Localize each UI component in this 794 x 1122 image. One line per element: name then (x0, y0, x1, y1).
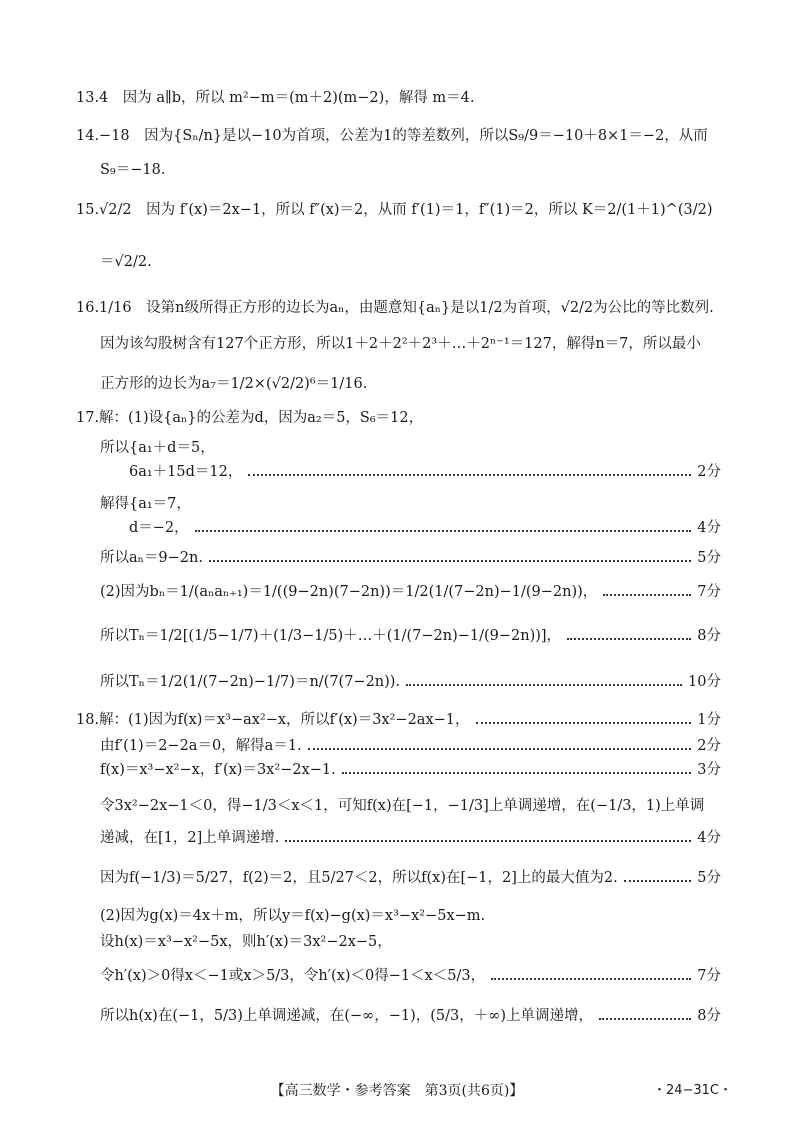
answer-line-text: 13.4 因为 a∥b，所以 m²−m＝(m＋2)(m−2)，解得 m＝4. (76, 90, 475, 106)
leader-dots (624, 880, 692, 882)
answer-line (100, 672, 721, 692)
leader-dots (195, 530, 692, 532)
leader-dots (406, 684, 682, 686)
score-label: 2分 (697, 738, 721, 754)
score-label: 8分 (697, 628, 721, 644)
answer-line (100, 760, 721, 780)
answer-line-text: d＝−2， (100, 520, 189, 536)
answer-line (100, 494, 721, 514)
score-label: 7分 (697, 968, 721, 984)
score-label: 4分 (697, 520, 721, 536)
answer-line (100, 626, 721, 646)
score-label: 5分 (697, 870, 721, 886)
answer-line-text: 因为该勾股树含有127个正方形，所以1＋2＋2²＋2³＋…＋2ⁿ⁻¹＝127，解得n＝7，所以最小 (100, 336, 701, 352)
answer-line-text: 令3x²−2x−1＜0，得−1/3＜x＜1，可知f(x)在[−1，−1/3]上单调递增，在(−1/3，1)上单调 (100, 798, 705, 814)
answer-line-text: 17.解：(1)设{aₙ}的公差为d，因为a₂＝5，S₆＝12， (76, 410, 424, 426)
answer-line-text: 令h′(x)＞0得x＜−1或x＞5/3，令h′(x)＜0得−1＜x＜5/3， (100, 968, 486, 984)
answer-line (100, 548, 721, 568)
answer-line-text: ＝√2/2. (100, 254, 152, 270)
answer-line (100, 906, 721, 926)
answer-line (100, 462, 721, 482)
answer-line (76, 408, 721, 428)
answer-line-text: 14.−18 因为{Sₙ/n}是以−10为首项，公差为1的等差数列，所以S₉/9＝−10＋8×1＝−2，从而 (76, 128, 708, 144)
score-label: 2分 (697, 464, 721, 480)
score-label: 8分 (697, 1008, 721, 1024)
answer-line (76, 710, 721, 730)
leader-dots (308, 748, 692, 750)
answer-line-text: 由f′(1)＝2−2a＝0，解得a＝1. (100, 738, 302, 754)
leader-dots (342, 772, 692, 774)
answer-line-text: 解得{a₁＝7， (100, 496, 191, 512)
answer-line-text: 所以h(x)在(−1，5/3)上单调递减，在(−∞，−1)，(5/3，＋∞)上单调递增， (100, 1008, 593, 1024)
score-label: 3分 (697, 762, 721, 778)
footer-code: ・24−31C・ (652, 1083, 732, 1098)
leader-dots (209, 560, 691, 562)
leader-dots (603, 594, 691, 596)
leader-dots (285, 840, 691, 842)
answer-line-text: 设h(x)＝x³−x²−5x，则h′(x)＝3x²−2x−5， (100, 934, 392, 950)
answer-line-text: (2)因为g(x)＝4x＋m，所以y＝f(x)−g(x)＝x³−x²−5x−m. (100, 908, 486, 924)
answer-line-text: f(x)＝x³−x²−x，f′(x)＝3x²−2x−1. (100, 762, 336, 778)
answer-line (100, 828, 721, 848)
answer-line (100, 932, 721, 952)
leader-dots (567, 638, 691, 640)
answer-line-text: 正方形的边长为a₇＝1/2×(√2/2)⁶＝1/16. (100, 376, 368, 392)
answer-line-text: 所以{a₁＋d＝5， (100, 440, 215, 456)
answer-line-text: 18.解：(1)因为f(x)＝x³−ax²−x，所以f′(x)＝3x²−2ax−1， (76, 712, 470, 728)
answer-line (76, 126, 721, 146)
score-label: 5分 (697, 550, 721, 566)
answer-line (100, 438, 721, 458)
answer-line (100, 796, 721, 816)
answer-line-text: 所以Tₙ＝1/2[(1/5−1/7)＋(1/3−1/5)＋…＋(1/(7−2n)−1/(9−2n))]， (100, 628, 562, 644)
leader-dots (599, 1018, 691, 1020)
score-label: 1分 (697, 712, 721, 728)
answer-line-text: (2)因为bₙ＝1/(aₙaₙ₊₁)＝1/((9−2n)(7−2n))＝1/2(1/(7−2n)−1/(9−2n))， (100, 584, 598, 600)
leader-dots (248, 474, 691, 476)
answer-line-text: 15.√2/2 因为 f′(x)＝2x−1，所以 f″(x)＝2，从而 f′(1)＝1，f″(1)＝2，所以 K＝2/(1＋1)^(3/2) (76, 202, 713, 218)
answer-line-text: 因为f(−1/3)＝5/27，f(2)＝2，且5/27＜2，所以f(x)在[−1，2]上的最大值为2. (100, 870, 618, 886)
answer-line (100, 252, 721, 272)
answer-line (100, 334, 721, 354)
answer-line-text: 6a₁＋15d＝12， (100, 464, 243, 480)
answer-line (100, 868, 721, 888)
answer-line (100, 966, 721, 986)
footer-title: 【高三数学・参考答案 第3页(共6页)】 (270, 1083, 524, 1099)
answer-line-text: 16.1/16 设第n级所得正方形的边长为aₙ，由题意知{aₙ}是以1/2为首项，√2/2为公比的等比数列. (76, 300, 714, 316)
answer-line (76, 88, 721, 108)
answer-line (100, 160, 721, 180)
answer-line (100, 374, 721, 394)
score-label: 4分 (697, 830, 721, 846)
leader-dots (491, 978, 691, 980)
leader-dots (476, 722, 692, 724)
score-label: 7分 (697, 584, 721, 600)
answer-line (76, 298, 721, 318)
answer-line-text: 递减，在[1，2]上单调递增. (100, 830, 280, 846)
answer-line (100, 518, 721, 538)
answer-line-text: 所以Tₙ＝1/2(1/(7−2n)−1/7)＝n/(7(7−2n)). (100, 674, 401, 690)
answer-line (100, 1006, 721, 1026)
answer-line (100, 582, 721, 602)
answer-line-text: 所以aₙ＝9−2n. (100, 550, 203, 566)
answer-line (76, 200, 721, 220)
answer-line-text: S₉＝−18. (100, 162, 166, 178)
answer-line (100, 736, 721, 756)
score-label: 10分 (688, 674, 721, 690)
